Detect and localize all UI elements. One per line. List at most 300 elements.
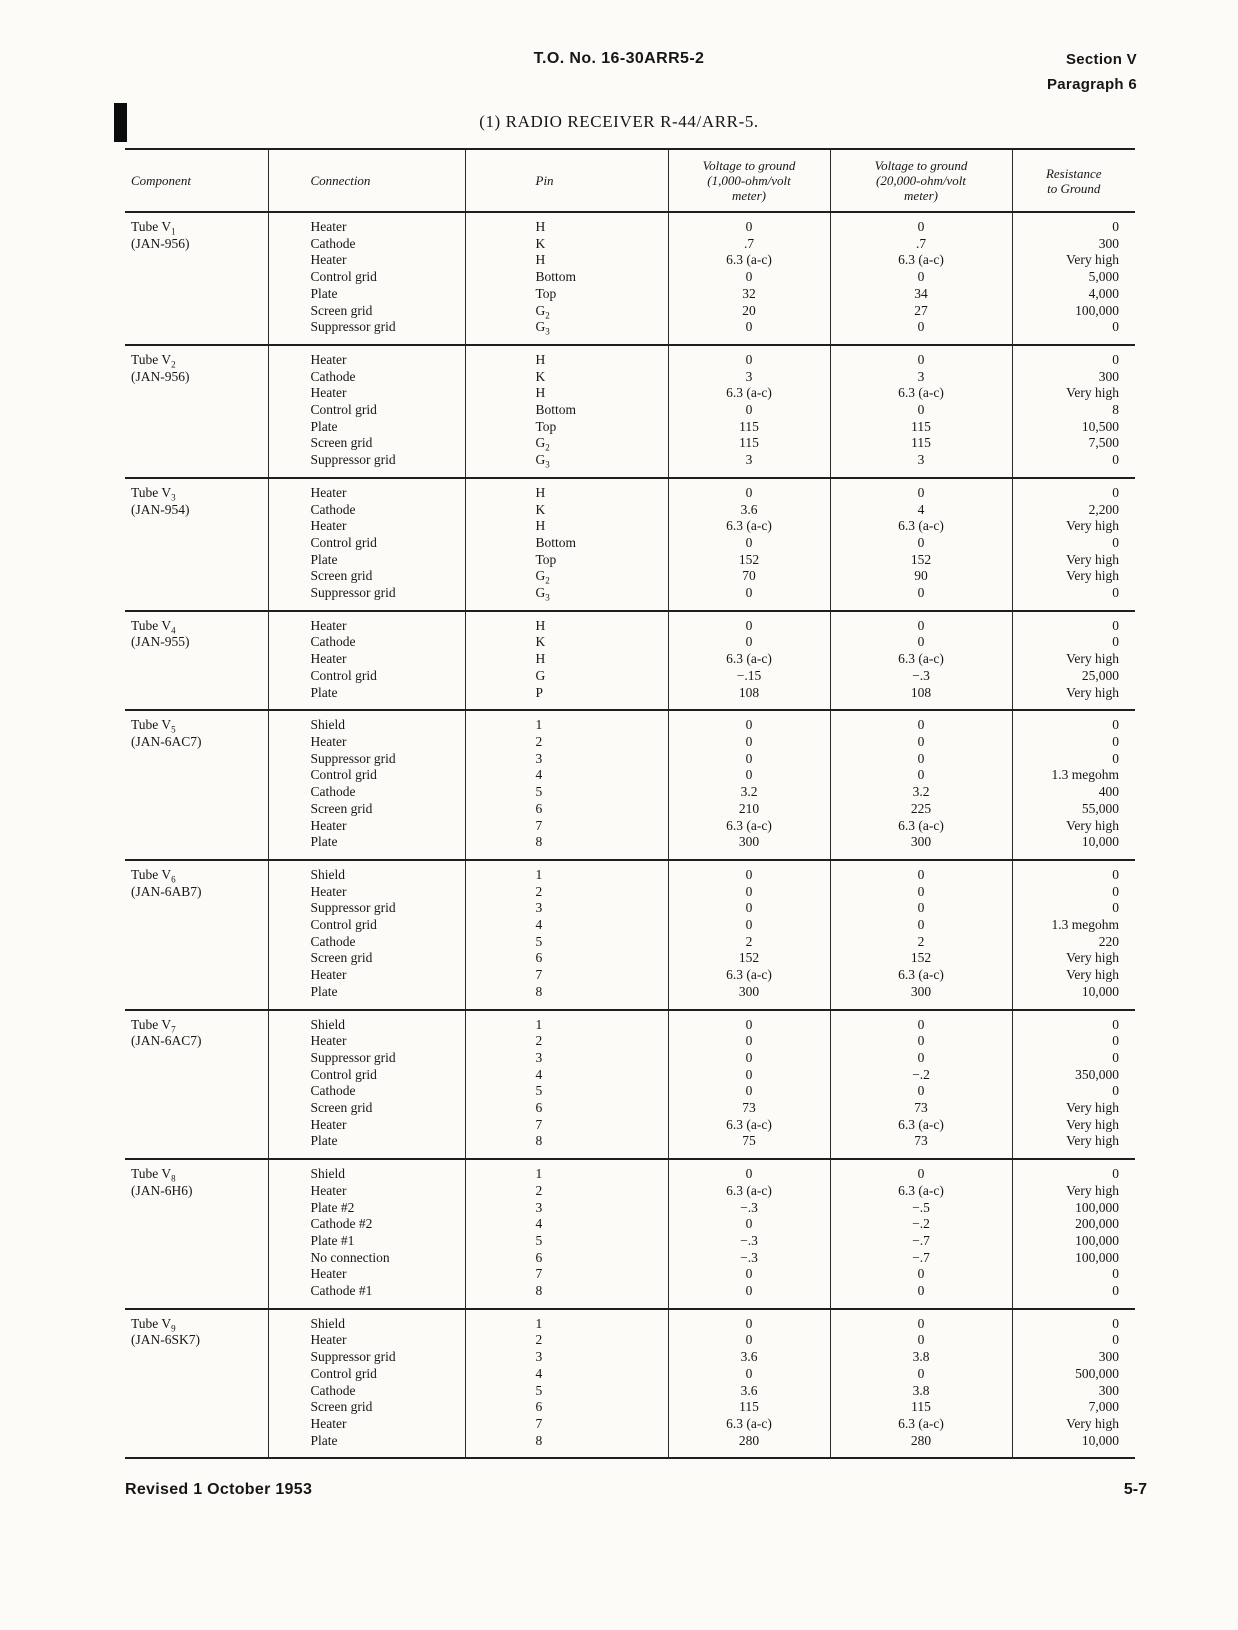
voltage-1000-cell: 152 <box>668 552 830 569</box>
page-number: 5-7 <box>1123 1481 1147 1498</box>
pin-cell: 7 <box>465 818 668 835</box>
connection-cell: Heater <box>268 518 465 535</box>
resistance-cell: Very high <box>1012 1416 1135 1433</box>
connection-cell: Cathode #1 <box>268 1283 465 1309</box>
pin-cell: $G_3$ <box>465 585 668 611</box>
component-cell: Tube $V_1$ (JAN-956) <box>131 219 190 251</box>
pin-cell: K <box>465 236 668 253</box>
pin-cell: H <box>465 518 668 535</box>
table-row <box>125 611 1135 635</box>
voltage-20000-cell: 4 <box>830 502 1012 519</box>
table-header <box>125 149 1135 212</box>
pin-cell: 4 <box>465 917 668 934</box>
pin-cell: 4 <box>465 767 668 784</box>
voltage-20000-cell: 0 <box>830 345 1012 369</box>
table-row <box>125 212 1135 236</box>
voltage-1000-cell: 3.6 <box>668 502 830 519</box>
voltage-1000-cell: 6.3 (a-c) <box>668 1117 830 1134</box>
resistance-cell: 0 <box>1012 585 1135 611</box>
pin-cell: 3 <box>465 1200 668 1217</box>
voltage-1000-cell: 115 <box>668 419 830 436</box>
pin-cell: 5 <box>465 1083 668 1100</box>
voltage-1000-cell: 3 <box>668 452 830 478</box>
resistance-cell: 0 <box>1012 710 1135 734</box>
table-row <box>125 917 1135 934</box>
pin-cell: 1 <box>465 710 668 734</box>
resistance-cell: 0 <box>1012 478 1135 502</box>
table-row <box>125 568 1135 585</box>
connection-cell: Heater <box>268 385 465 402</box>
connection-cell: Cathode <box>268 1083 465 1100</box>
resistance-cell: 0 <box>1012 884 1135 901</box>
voltage-1000-cell: 75 <box>668 1133 830 1159</box>
voltage-20000-cell: 0 <box>830 734 1012 751</box>
tube-group <box>125 478 1135 611</box>
table-row <box>125 1200 1135 1217</box>
pin-cell: 6 <box>465 1250 668 1267</box>
pin-cell: 2 <box>465 734 668 751</box>
voltage-20000-cell: 0 <box>830 860 1012 884</box>
voltage-1000-cell: 0 <box>668 1067 830 1084</box>
voltage-20000-cell: 6.3 (a-c) <box>830 1117 1012 1134</box>
voltage-20000-cell: 3.2 <box>830 784 1012 801</box>
column-header: Voltage to ground (20,000-ohm/volt meter) <box>830 149 1012 212</box>
voltage-1000-cell: 300 <box>668 984 830 1010</box>
connection-cell: Plate #2 <box>268 1200 465 1217</box>
table-row <box>125 950 1135 967</box>
component-cell: Tube $V_3$ (JAN-954) <box>131 484 190 517</box>
pin-cell: K <box>465 634 668 651</box>
table-row <box>125 369 1135 386</box>
table-row <box>125 1349 1135 1366</box>
pin-cell: K <box>465 369 668 386</box>
voltage-20000-cell: 2 <box>830 934 1012 951</box>
page-title: (1) RADIO RECEIVER R-44/ARR-5. <box>479 112 759 131</box>
voltage-20000-cell: 115 <box>830 419 1012 436</box>
resistance-cell: Very high <box>1012 1133 1135 1159</box>
pin-cell: 3 <box>465 1050 668 1067</box>
resistance-cell: 0 <box>1012 345 1135 369</box>
pin-cell: P <box>465 685 668 711</box>
pin-cell: 7 <box>465 1117 668 1134</box>
pin-cell: 7 <box>465 1266 668 1283</box>
connection-cell: Plate <box>268 419 465 436</box>
voltage-1000-cell: 0 <box>668 900 830 917</box>
table-row <box>125 1117 1135 1134</box>
voltage-1000-cell: 70 <box>668 568 830 585</box>
column-header: Connection <box>268 149 465 212</box>
tube-group <box>125 710 1135 860</box>
table-row <box>125 710 1135 734</box>
resistance-cell: 300 <box>1012 1349 1135 1366</box>
voltage-20000-cell: 6.3 (a-c) <box>830 1416 1012 1433</box>
voltage-1000-cell: 3.6 <box>668 1349 830 1366</box>
connection-cell: Plate <box>268 286 465 303</box>
voltage-1000-cell: 0 <box>668 611 830 635</box>
connection-cell: Suppressor grid <box>268 585 465 611</box>
voltage-20000-cell: 0 <box>830 710 1012 734</box>
connection-cell: Suppressor grid <box>268 1050 465 1067</box>
document-number: T.O. No. 16-30ARR5-2 <box>533 50 705 67</box>
voltage-1000-cell: 6.3 (a-c) <box>668 1183 830 1200</box>
resistance-cell: 25,000 <box>1012 668 1135 685</box>
resistance-cell: 300 <box>1012 236 1135 253</box>
pin-cell: Bottom <box>465 402 668 419</box>
voltage-1000-cell: 3 <box>668 369 830 386</box>
resistance-cell: Very high <box>1012 518 1135 535</box>
voltage-1000-cell: 0 <box>668 585 830 611</box>
voltage-20000-cell: 280 <box>830 1433 1012 1459</box>
table-row <box>125 269 1135 286</box>
voltage-1000-cell: 0 <box>668 319 830 345</box>
connection-cell: Plate <box>268 552 465 569</box>
table-row <box>125 751 1135 768</box>
connection-cell: Plate <box>268 685 465 711</box>
voltage-1000-cell: 6.3 (a-c) <box>668 1416 830 1433</box>
resistance-cell: Very high <box>1012 651 1135 668</box>
pin-cell: 8 <box>465 1133 668 1159</box>
table-row <box>125 860 1135 884</box>
resistance-cell: 300 <box>1012 1383 1135 1400</box>
table-row <box>125 651 1135 668</box>
resistance-cell: 0 <box>1012 535 1135 552</box>
voltage-20000-cell: 6.3 (a-c) <box>830 651 1012 668</box>
resistance-cell: 5,000 <box>1012 269 1135 286</box>
voltage-1000-cell: 0 <box>668 345 830 369</box>
pin-cell: 1 <box>465 1010 668 1034</box>
tube-group <box>125 860 1135 1010</box>
voltage-1000-cell: 0 <box>668 1309 830 1333</box>
connection-cell: No connection <box>268 1250 465 1267</box>
resistance-cell: 0 <box>1012 751 1135 768</box>
connection-cell: Shield <box>268 860 465 884</box>
voltage-20000-cell: −.3 <box>830 668 1012 685</box>
voltage-20000-cell: 27 <box>830 303 1012 320</box>
connection-cell: Plate #1 <box>268 1233 465 1250</box>
voltage-20000-cell: 300 <box>830 834 1012 860</box>
connection-cell: Heater <box>268 1416 465 1433</box>
table-row <box>125 303 1135 320</box>
pin-cell: 8 <box>465 1433 668 1459</box>
connection-cell: Suppressor grid <box>268 1349 465 1366</box>
pin-cell: $G_2$ <box>465 435 668 452</box>
voltage-1000-cell: 0 <box>668 478 830 502</box>
voltage-1000-cell: 0 <box>668 710 830 734</box>
table-row <box>125 419 1135 436</box>
connection-cell: Cathode #2 <box>268 1216 465 1233</box>
resistance-cell: 100,000 <box>1012 1200 1135 1217</box>
pin-cell: 2 <box>465 1183 668 1200</box>
voltage-20000-cell: 34 <box>830 286 1012 303</box>
pin-cell: 1 <box>465 1309 668 1333</box>
table-row <box>125 1366 1135 1383</box>
pin-cell: 8 <box>465 984 668 1010</box>
table-row <box>125 1050 1135 1067</box>
resistance-cell: Very high <box>1012 1100 1135 1117</box>
voltage-1000-cell: 0 <box>668 1083 830 1100</box>
component-cell: Tube $V_2$ (JAN-956) <box>131 351 190 384</box>
voltage-20000-cell: 0 <box>830 1366 1012 1383</box>
resistance-cell: Very high <box>1012 950 1135 967</box>
pin-cell: $G_3$ <box>465 452 668 478</box>
resistance-cell: 0 <box>1012 1332 1135 1349</box>
table-row <box>125 1250 1135 1267</box>
connection-cell: Control grid <box>268 535 465 552</box>
voltage-1000-cell: 0 <box>668 269 830 286</box>
connection-cell: Control grid <box>268 402 465 419</box>
resistance-cell: 350,000 <box>1012 1067 1135 1084</box>
voltage-20000-cell: 3 <box>830 452 1012 478</box>
voltage-1000-cell: 3.2 <box>668 784 830 801</box>
resistance-cell: Very high <box>1012 685 1135 711</box>
connection-cell: Suppressor grid <box>268 900 465 917</box>
component-cell: Tube $V_7$ (JAN-6AC7) <box>131 1016 202 1049</box>
connection-cell: Heater <box>268 1183 465 1200</box>
tube-group <box>125 611 1135 711</box>
voltage-20000-cell: 152 <box>830 552 1012 569</box>
component-cell: Tube $V_5$ (JAN-6AC7) <box>131 717 202 749</box>
table-row <box>125 402 1135 419</box>
resistance-cell: 100,000 <box>1012 1233 1135 1250</box>
resistance-cell: 0 <box>1012 1309 1135 1333</box>
voltage-1000-cell: 0 <box>668 1216 830 1233</box>
section-header <box>1047 47 1137 97</box>
tube-group <box>125 1159 1135 1309</box>
connection-cell: Plate <box>268 1433 465 1459</box>
connection-cell: Shield <box>268 1010 465 1034</box>
connection-cell: Screen grid <box>268 1100 465 1117</box>
table-container <box>125 148 1135 1459</box>
table-row <box>125 900 1135 917</box>
table-row <box>125 784 1135 801</box>
connection-cell: Heater <box>268 651 465 668</box>
pin-cell: 5 <box>465 1233 668 1250</box>
voltage-20000-cell: 0 <box>830 1010 1012 1034</box>
resistance-cell: 0 <box>1012 1159 1135 1183</box>
table-row <box>125 585 1135 611</box>
component-cell: Tube $V_4$ (JAN-955) <box>131 617 190 650</box>
voltage-1000-cell: 6.3 (a-c) <box>668 967 830 984</box>
pin-cell: $G_2$ <box>465 303 668 320</box>
pin-cell: H <box>465 611 668 635</box>
voltage-20000-cell: −.2 <box>830 1216 1012 1233</box>
resistance-cell: Very high <box>1012 552 1135 569</box>
voltage-20000-cell: 6.3 (a-c) <box>830 518 1012 535</box>
connection-cell: Cathode <box>268 934 465 951</box>
pin-cell: 2 <box>465 1332 668 1349</box>
connection-cell: Heater <box>268 818 465 835</box>
voltage-20000-cell: 0 <box>830 751 1012 768</box>
voltage-1000-cell: 210 <box>668 801 830 818</box>
resistance-cell: Very high <box>1012 568 1135 585</box>
voltage-20000-cell: 0 <box>830 1283 1012 1309</box>
pin-cell: 6 <box>465 801 668 818</box>
table-row <box>125 834 1135 860</box>
voltage-1000-cell: 0 <box>668 884 830 901</box>
resistance-cell: 2,200 <box>1012 502 1135 519</box>
connection-cell: Heater <box>268 1266 465 1283</box>
voltage-20000-cell: .7 <box>830 236 1012 253</box>
revision-date: Revised 1 October 1953 <box>125 1481 313 1498</box>
voltage-20000-cell: 0 <box>830 212 1012 236</box>
voltage-20000-cell: 225 <box>830 801 1012 818</box>
pin-cell: K <box>465 502 668 519</box>
voltage-1000-cell: 6.3 (a-c) <box>668 518 830 535</box>
pin-cell: H <box>465 345 668 369</box>
voltage-20000-cell: 0 <box>830 585 1012 611</box>
voltage-20000-cell: 6.3 (a-c) <box>830 252 1012 269</box>
connection-cell: Shield <box>268 1309 465 1333</box>
connection-cell: Control grid <box>268 1366 465 1383</box>
voltage-20000-cell: 0 <box>830 319 1012 345</box>
voltage-20000-cell: 0 <box>830 1033 1012 1050</box>
connection-cell: Screen grid <box>268 568 465 585</box>
table-row <box>125 767 1135 784</box>
connection-cell: Screen grid <box>268 801 465 818</box>
voltage-20000-cell: 0 <box>830 884 1012 901</box>
connection-cell: Cathode <box>268 634 465 651</box>
resistance-cell: 0 <box>1012 1050 1135 1067</box>
pin-cell: Top <box>465 286 668 303</box>
resistance-cell: 300 <box>1012 369 1135 386</box>
connection-cell: Suppressor grid <box>268 452 465 478</box>
component-cell: Tube $V_8$ (JAN-6H6) <box>131 1166 193 1198</box>
voltage-1000-cell: 108 <box>668 685 830 711</box>
connection-cell: Heater <box>268 1332 465 1349</box>
voltage-20000-cell: 73 <box>830 1133 1012 1159</box>
resistance-cell: 0 <box>1012 452 1135 478</box>
voltage-1000-cell: 0 <box>668 1266 830 1283</box>
pin-cell: H <box>465 651 668 668</box>
table-row <box>125 884 1135 901</box>
pin-cell: $G_2$ <box>465 568 668 585</box>
connection-cell: Cathode <box>268 784 465 801</box>
connection-cell: Heater <box>268 478 465 502</box>
resistance-cell: 0 <box>1012 212 1135 236</box>
connection-cell: Control grid <box>268 917 465 934</box>
voltage-20000-cell: 73 <box>830 1100 1012 1117</box>
resistance-cell: 10,000 <box>1012 834 1135 860</box>
voltage-1000-cell: 115 <box>668 435 830 452</box>
pin-cell: 5 <box>465 1383 668 1400</box>
table-row <box>125 801 1135 818</box>
pin-cell: 7 <box>465 967 668 984</box>
resistance-cell: 0 <box>1012 860 1135 884</box>
voltage-1000-cell: 0 <box>668 535 830 552</box>
voltage-1000-cell: 73 <box>668 1100 830 1117</box>
pin-cell: 3 <box>465 900 668 917</box>
resistance-cell: 7,000 <box>1012 1399 1135 1416</box>
pin-cell: 1 <box>465 860 668 884</box>
tube-group <box>125 212 1135 345</box>
tube-group <box>125 1309 1135 1459</box>
connection-cell: Heater <box>268 212 465 236</box>
pin-cell: 8 <box>465 1283 668 1309</box>
voltage-20000-cell: −.5 <box>830 1200 1012 1217</box>
voltage-20000-cell: −.7 <box>830 1233 1012 1250</box>
connection-cell: Shield <box>268 1159 465 1183</box>
table-row <box>125 319 1135 345</box>
pin-cell: Top <box>465 552 668 569</box>
resistance-cell: 0 <box>1012 611 1135 635</box>
voltage-table <box>125 148 1135 1459</box>
voltage-20000-cell: 0 <box>830 269 1012 286</box>
voltage-20000-cell: 300 <box>830 984 1012 1010</box>
section-label: Section V <box>1065 51 1137 68</box>
table-row <box>125 552 1135 569</box>
pin-cell: 2 <box>465 1033 668 1050</box>
resistance-cell: 0 <box>1012 1283 1135 1309</box>
pin-cell: H <box>465 385 668 402</box>
resistance-cell: 220 <box>1012 934 1135 951</box>
tube-group <box>125 345 1135 478</box>
resistance-cell: 10,500 <box>1012 419 1135 436</box>
voltage-1000-cell: 152 <box>668 950 830 967</box>
table-row <box>125 1309 1135 1333</box>
resistance-cell: 7,500 <box>1012 435 1135 452</box>
table-row <box>125 435 1135 452</box>
connection-cell: Screen grid <box>268 1399 465 1416</box>
voltage-20000-cell: 6.3 (a-c) <box>830 967 1012 984</box>
table-row <box>125 502 1135 519</box>
connection-cell: Heater <box>268 734 465 751</box>
table-row <box>125 1083 1135 1100</box>
pin-cell: 6 <box>465 1100 668 1117</box>
voltage-1000-cell: 0 <box>668 734 830 751</box>
voltage-20000-cell: 115 <box>830 1399 1012 1416</box>
voltage-1000-cell: 6.3 (a-c) <box>668 818 830 835</box>
voltage-1000-cell: 3.6 <box>668 1383 830 1400</box>
resistance-cell: Very high <box>1012 252 1135 269</box>
pin-cell: 3 <box>465 751 668 768</box>
table-row <box>125 252 1135 269</box>
voltage-1000-cell: 0 <box>668 1033 830 1050</box>
connection-cell: Control grid <box>268 668 465 685</box>
resistance-cell: 4,000 <box>1012 286 1135 303</box>
voltage-20000-cell: 0 <box>830 917 1012 934</box>
connection-cell: Cathode <box>268 369 465 386</box>
pin-cell: 6 <box>465 1399 668 1416</box>
table-row <box>125 1033 1135 1050</box>
voltage-20000-cell: 0 <box>830 611 1012 635</box>
table-row <box>125 1133 1135 1159</box>
connection-cell: Plate <box>268 834 465 860</box>
paragraph-label: Paragraph 6 <box>1046 76 1137 93</box>
component-cell: Tube $V_6$ (JAN-6AB7) <box>131 866 202 899</box>
resistance-cell: 0 <box>1012 900 1135 917</box>
pin-cell: 8 <box>465 834 668 860</box>
pin-cell: 4 <box>465 1366 668 1383</box>
voltage-20000-cell: 0 <box>830 1266 1012 1283</box>
voltage-20000-cell: 0 <box>830 1309 1012 1333</box>
resistance-cell: 0 <box>1012 634 1135 651</box>
connection-cell: Heater <box>268 345 465 369</box>
connection-cell: Screen grid <box>268 303 465 320</box>
pin-cell: 4 <box>465 1067 668 1084</box>
table-row <box>125 1266 1135 1283</box>
table-row <box>125 1416 1135 1433</box>
voltage-1000-cell: 0 <box>668 402 830 419</box>
voltage-1000-cell: 6.3 (a-c) <box>668 385 830 402</box>
column-header: Component <box>131 173 191 188</box>
voltage-1000-cell: 20 <box>668 303 830 320</box>
resistance-cell: 0 <box>1012 319 1135 345</box>
voltage-1000-cell: 32 <box>668 286 830 303</box>
resistance-cell: 0 <box>1012 734 1135 751</box>
table-row <box>125 1332 1135 1349</box>
table-row <box>125 734 1135 751</box>
resistance-cell: 100,000 <box>1012 1250 1135 1267</box>
